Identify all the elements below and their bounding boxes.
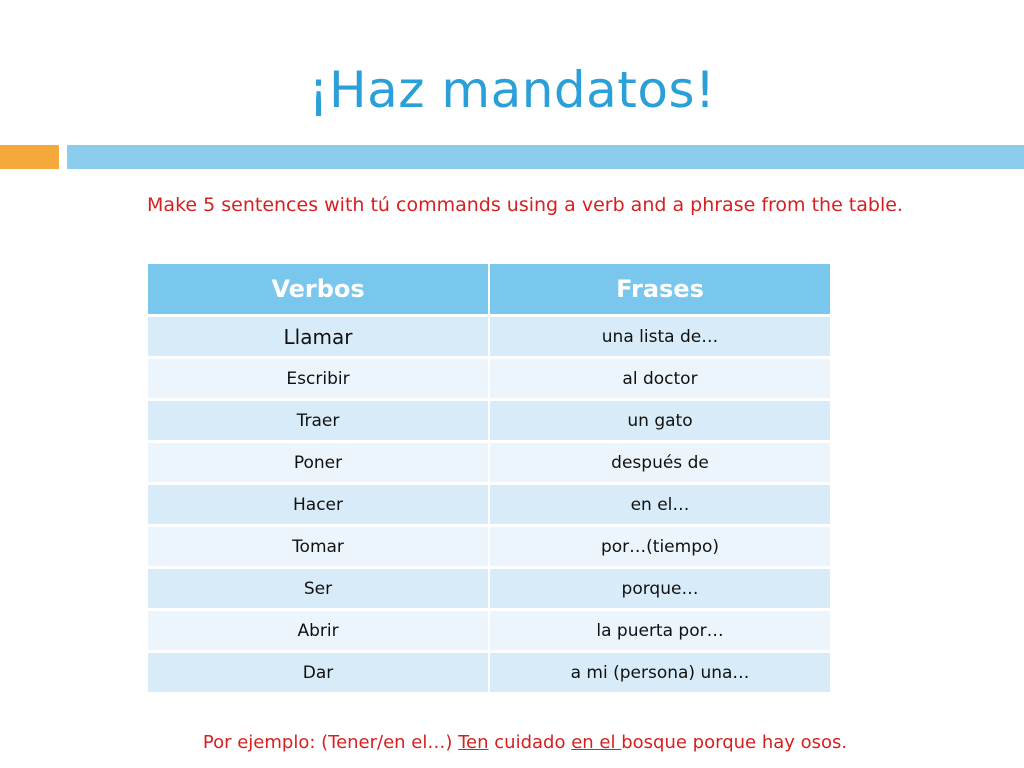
- verb-cell: Abrir: [148, 610, 489, 652]
- verb-cell: Ser: [148, 568, 489, 610]
- example-prefix: Por ejemplo: (Tener/en el…): [202, 732, 459, 753]
- verb-cell: Llamar: [148, 316, 489, 358]
- table-row: [148, 568, 830, 610]
- verb-cell: Hacer: [148, 484, 489, 526]
- verb-phrase-table: [148, 264, 830, 695]
- example-middle: cuidado: [488, 732, 572, 753]
- verb-cell: Poner: [148, 442, 489, 484]
- verb-cell: Traer: [148, 400, 489, 442]
- blue-accent-bar: [67, 145, 1024, 169]
- phrase-cell: porque…: [489, 568, 830, 610]
- phrase-cell: la puerta por…: [489, 610, 830, 652]
- table-row: [148, 526, 830, 568]
- example-suffix: bosque porque hay osos.: [621, 732, 848, 753]
- header-frases: Frases: [489, 264, 830, 316]
- table-row: [148, 610, 830, 652]
- example-sentence: [0, 728, 1024, 758]
- phrase-cell: al doctor: [489, 358, 830, 400]
- phrase-cell: después de: [489, 442, 830, 484]
- table-row: [148, 358, 830, 400]
- phrase-cell: por…(tiempo): [489, 526, 830, 568]
- phrase-cell: en el…: [489, 484, 830, 526]
- orange-accent-bar: [0, 145, 59, 169]
- example-verb: Ten: [458, 732, 489, 753]
- instructions-text: Make 5 sentences with tú commands using a verb and a phrase from the table.: [147, 194, 903, 216]
- table-row: [148, 652, 830, 694]
- table-row: [148, 484, 830, 526]
- verb-cell: Escribir: [148, 358, 489, 400]
- table-header-row: [148, 264, 830, 316]
- table-row: [148, 442, 830, 484]
- verb-cell: Tomar: [148, 526, 489, 568]
- phrase-cell: un gato: [489, 400, 830, 442]
- phrase-cell: a mi (persona) una…: [489, 652, 830, 694]
- table-row: [148, 400, 830, 442]
- verb-cell: Dar: [148, 652, 489, 694]
- slide-title: ¡Haz mandatos!: [308, 61, 716, 119]
- example-phrase: en el: [571, 732, 622, 753]
- phrase-cell: una lista de…: [489, 316, 830, 358]
- table-row: [148, 316, 830, 358]
- header-verbos: Verbos: [148, 264, 489, 316]
